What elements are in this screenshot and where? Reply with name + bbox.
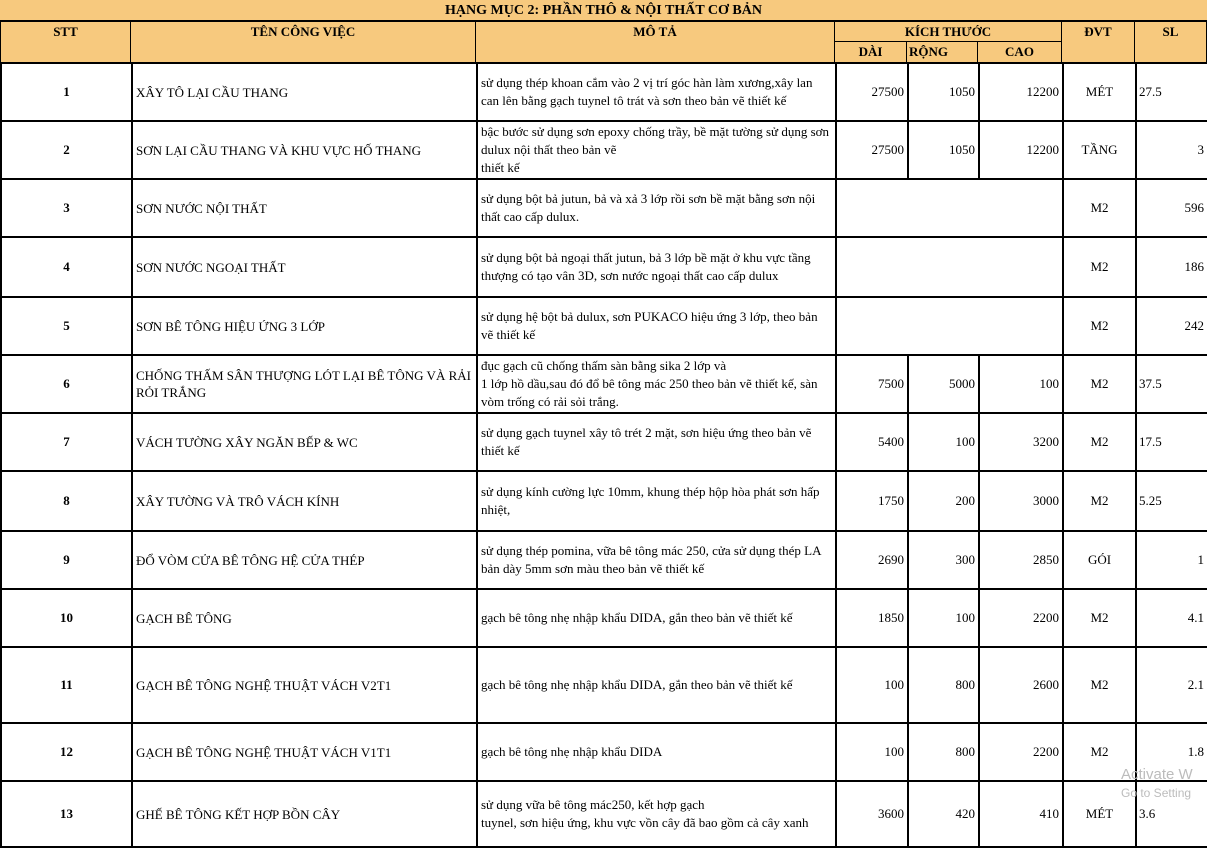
table-row — [1, 781, 1207, 847]
dim-width: 800 — [908, 647, 979, 723]
row-number: 6 — [1, 355, 132, 413]
table-row — [1, 413, 1207, 471]
header-sl-label: SL — [1162, 24, 1179, 39]
dim-length: 100 — [836, 723, 908, 781]
task-name: GẠCH BÊ TÔNG NGHỆ THUẬT VÁCH V1T1 — [132, 723, 477, 781]
task-description: gạch bê tông nhẹ nhập khẩu DIDA, gắn theo bản vẽ thiết kế — [477, 589, 836, 647]
table-row — [1, 121, 1207, 179]
unit: MÉT — [1063, 63, 1136, 121]
task-name: GHẾ BÊ TÔNG KẾT HỢP BỒN CÂY — [132, 781, 477, 847]
task-name: SƠN NƯỚC NỘI THẤT — [132, 179, 477, 237]
row-number: 10 — [1, 589, 132, 647]
dim-height: 100 — [979, 355, 1063, 413]
work-items-table — [0, 62, 1207, 848]
table-row — [1, 589, 1207, 647]
task-name: SƠN NƯỚC NGOẠI THẤT — [132, 237, 477, 297]
header-rong-label: RỘNG — [909, 44, 948, 59]
quantity: 1.8 — [1136, 723, 1207, 781]
quantity: 2.1 — [1136, 647, 1207, 723]
row-number: 9 — [1, 531, 132, 589]
dim-width: 300 — [908, 531, 979, 589]
unit: M2 — [1063, 297, 1136, 355]
dim-width: 200 — [908, 471, 979, 531]
row-number: 13 — [1, 781, 132, 847]
task-name: SƠN BÊ TÔNG HIỆU ỨNG 3 LỚP — [132, 297, 477, 355]
table-row — [1, 723, 1207, 781]
dim-width: 420 — [908, 781, 979, 847]
task-description: sử dụng hệ bột bả dulux, sơn PUKACO hiệu ứng 3 lớp, theo bản vẽ thiết kế — [477, 297, 836, 355]
task-description: gạch bê tông nhẹ nhập khẩu DIDA, gắn theo bản vẽ thiết kế — [477, 647, 836, 723]
quantity: 242 — [1136, 297, 1207, 355]
quantity: 27.5 — [1136, 63, 1207, 121]
task-name: VÁCH TƯỜNG XÂY NGĂN BẾP & WC — [132, 413, 477, 471]
watermark-line2: Go to Setting — [1121, 786, 1192, 800]
header-dvt-label: ĐVT — [1084, 24, 1112, 39]
quantity: 17.5 — [1136, 413, 1207, 471]
task-name: GẠCH BÊ TÔNG — [132, 589, 477, 647]
header-dims — [834, 21, 1062, 42]
quantity: 37.5 — [1136, 355, 1207, 413]
row-number: 7 — [1, 413, 132, 471]
task-description: sử dụng thép pomina, vữa bê tông mác 250, cửa sử dụng thép LA bản dày 5mm sơn màu theo bản vẽ thiết kế — [477, 531, 836, 589]
unit: M2 — [1063, 471, 1136, 531]
header-rong — [906, 41, 978, 63]
table-row — [1, 471, 1207, 531]
row-number: 11 — [1, 647, 132, 723]
dim-length: 7500 — [836, 355, 908, 413]
unit: M2 — [1063, 723, 1136, 781]
task-description: đục gạch cũ chống thấm sàn bằng sika 2 lớp và 1 lớp hồ dầu,sau đó đổ bê tông mác 250 theo bản vẽ thiết kế, sàn vòm trống có rải sỏi trắng. — [477, 355, 836, 413]
dim-height: 2200 — [979, 589, 1063, 647]
header-stt-label: STT — [53, 24, 78, 39]
dim-width: 1050 — [908, 121, 979, 179]
header-desc — [475, 21, 835, 63]
header-dims-label: KÍCH THƯỚC — [904, 24, 992, 39]
quantity: 3 — [1136, 121, 1207, 179]
row-number: 3 — [1, 179, 132, 237]
header-cao — [977, 41, 1062, 63]
row-number: 4 — [1, 237, 132, 297]
task-name: CHỐNG THẤM SÂN THƯỢNG LÓT LẠI BÊ TÔNG VÀ RẢI RỎI TRẮNG — [132, 355, 477, 413]
dim-width: 1050 — [908, 63, 979, 121]
quantity: 3.6 — [1136, 781, 1207, 847]
table-row — [1, 531, 1207, 589]
dim-height: 3000 — [979, 471, 1063, 531]
table-row — [1, 647, 1207, 723]
dim-length: 3600 — [836, 781, 908, 847]
dim-length: 100 — [836, 647, 908, 723]
dimensions-empty — [836, 179, 1063, 237]
header-sl — [1134, 21, 1207, 63]
dim-width: 100 — [908, 589, 979, 647]
unit: M2 — [1063, 237, 1136, 297]
dim-length: 1850 — [836, 589, 908, 647]
unit: TẦNG — [1063, 121, 1136, 179]
task-description: sử dụng kính cường lực 10mm, khung thép hộp hòa phát sơn hấp nhiệt, — [477, 471, 836, 531]
unit: M2 — [1063, 179, 1136, 237]
row-number: 2 — [1, 121, 132, 179]
task-name: XÂY TÔ LẠI CẦU THANG — [132, 63, 477, 121]
header-name — [130, 21, 476, 63]
dim-height: 2850 — [979, 531, 1063, 589]
dim-height: 3200 — [979, 413, 1063, 471]
dim-width: 100 — [908, 413, 979, 471]
dim-height: 12200 — [979, 63, 1063, 121]
dim-length: 27500 — [836, 121, 908, 179]
table-row — [1, 355, 1207, 413]
dim-height: 2600 — [979, 647, 1063, 723]
quantity: 1 — [1136, 531, 1207, 589]
dimensions-empty — [836, 237, 1063, 297]
windows-activation-watermark — [1121, 766, 1193, 802]
header-stt — [0, 21, 131, 63]
dim-height: 12200 — [979, 121, 1063, 179]
row-number: 5 — [1, 297, 132, 355]
row-number: 12 — [1, 723, 132, 781]
unit: M2 — [1063, 413, 1136, 471]
header-name-label: TÊN CÔNG VIỆC — [250, 24, 356, 39]
task-name: GẠCH BÊ TÔNG NGHỆ THUẬT VÁCH V2T1 — [132, 647, 477, 723]
unit: M2 — [1063, 589, 1136, 647]
dim-width: 800 — [908, 723, 979, 781]
table-row — [1, 297, 1207, 355]
watermark-line1: Activate W — [1121, 766, 1193, 783]
table-row — [1, 179, 1207, 237]
task-description: sử dụng gạch tuynel xây tô trét 2 mặt, sơn hiệu ứng theo bản vẽ thiết kế — [477, 413, 836, 471]
dim-length: 27500 — [836, 63, 908, 121]
quantity: 596 — [1136, 179, 1207, 237]
task-name: XÂY TƯỜNG VÀ TRÔ VÁCH KÍNH — [132, 471, 477, 531]
header-dvt — [1061, 21, 1135, 63]
dim-length: 2690 — [836, 531, 908, 589]
row-number: 8 — [1, 471, 132, 531]
unit: MÉT — [1063, 781, 1136, 847]
task-name: ĐỔ VÒM CỬA BÊ TÔNG HỆ CỬA THÉP — [132, 531, 477, 589]
header-dai — [834, 41, 907, 63]
dim-length: 5400 — [836, 413, 908, 471]
unit: M2 — [1063, 647, 1136, 723]
header-dai-label: DÀI — [858, 44, 883, 59]
dim-width: 5000 — [908, 355, 979, 413]
section-title: HẠNG MỤC 2: PHẦN THÔ & NỘI THẤT CƠ BẢN — [0, 0, 1207, 21]
dim-height: 410 — [979, 781, 1063, 847]
quantity: 186 — [1136, 237, 1207, 297]
dim-length: 1750 — [836, 471, 908, 531]
dimensions-empty — [836, 297, 1063, 355]
task-description: sử dụng thép khoan cắm vào 2 vị trí góc hàn làm xương,xây lan can lên bằng gạch tuynel tô trát và sơn theo bản vẽ thiết kế — [477, 63, 836, 121]
table-row — [1, 63, 1207, 121]
dim-height: 2200 — [979, 723, 1063, 781]
header-cao-label: CAO — [1005, 44, 1034, 59]
task-description: sử dụng bột bả ngoại thất jutun, bả 3 lớp bề mặt ở khu vực tầng thượng có tạo vân 3D, sơn nước ngoại thất cao cấp dulux — [477, 237, 836, 297]
task-name: SƠN LẠI CẦU THANG VÀ KHU VỰC HỐ THANG — [132, 121, 477, 179]
task-description: gạch bê tông nhẹ nhập khẩu DIDA — [477, 723, 836, 781]
task-description: sử dụng vữa bê tông mác250, kết hợp gạch tuynel, sơn hiệu ứng, khu vực vồn cây đã bao gồm cả cây xanh — [477, 781, 836, 847]
header-desc-label: MÔ TẢ — [633, 24, 677, 39]
task-description: sử dụng bột bả jutun, bả và xả 3 lớp rồi sơn bề mặt bằng sơn nội thất cao cấp dulux. — [477, 179, 836, 237]
unit: M2 — [1063, 355, 1136, 413]
quantity: 5.25 — [1136, 471, 1207, 531]
unit: GÓI — [1063, 531, 1136, 589]
row-number: 1 — [1, 63, 132, 121]
table-row — [1, 237, 1207, 297]
task-description: bậc bước sử dụng sơn epoxy chống trầy, bề mặt tường sử dụng sơn dulux nội thất theo bản vẽ thiết kế — [477, 121, 836, 179]
quantity: 4.1 — [1136, 589, 1207, 647]
